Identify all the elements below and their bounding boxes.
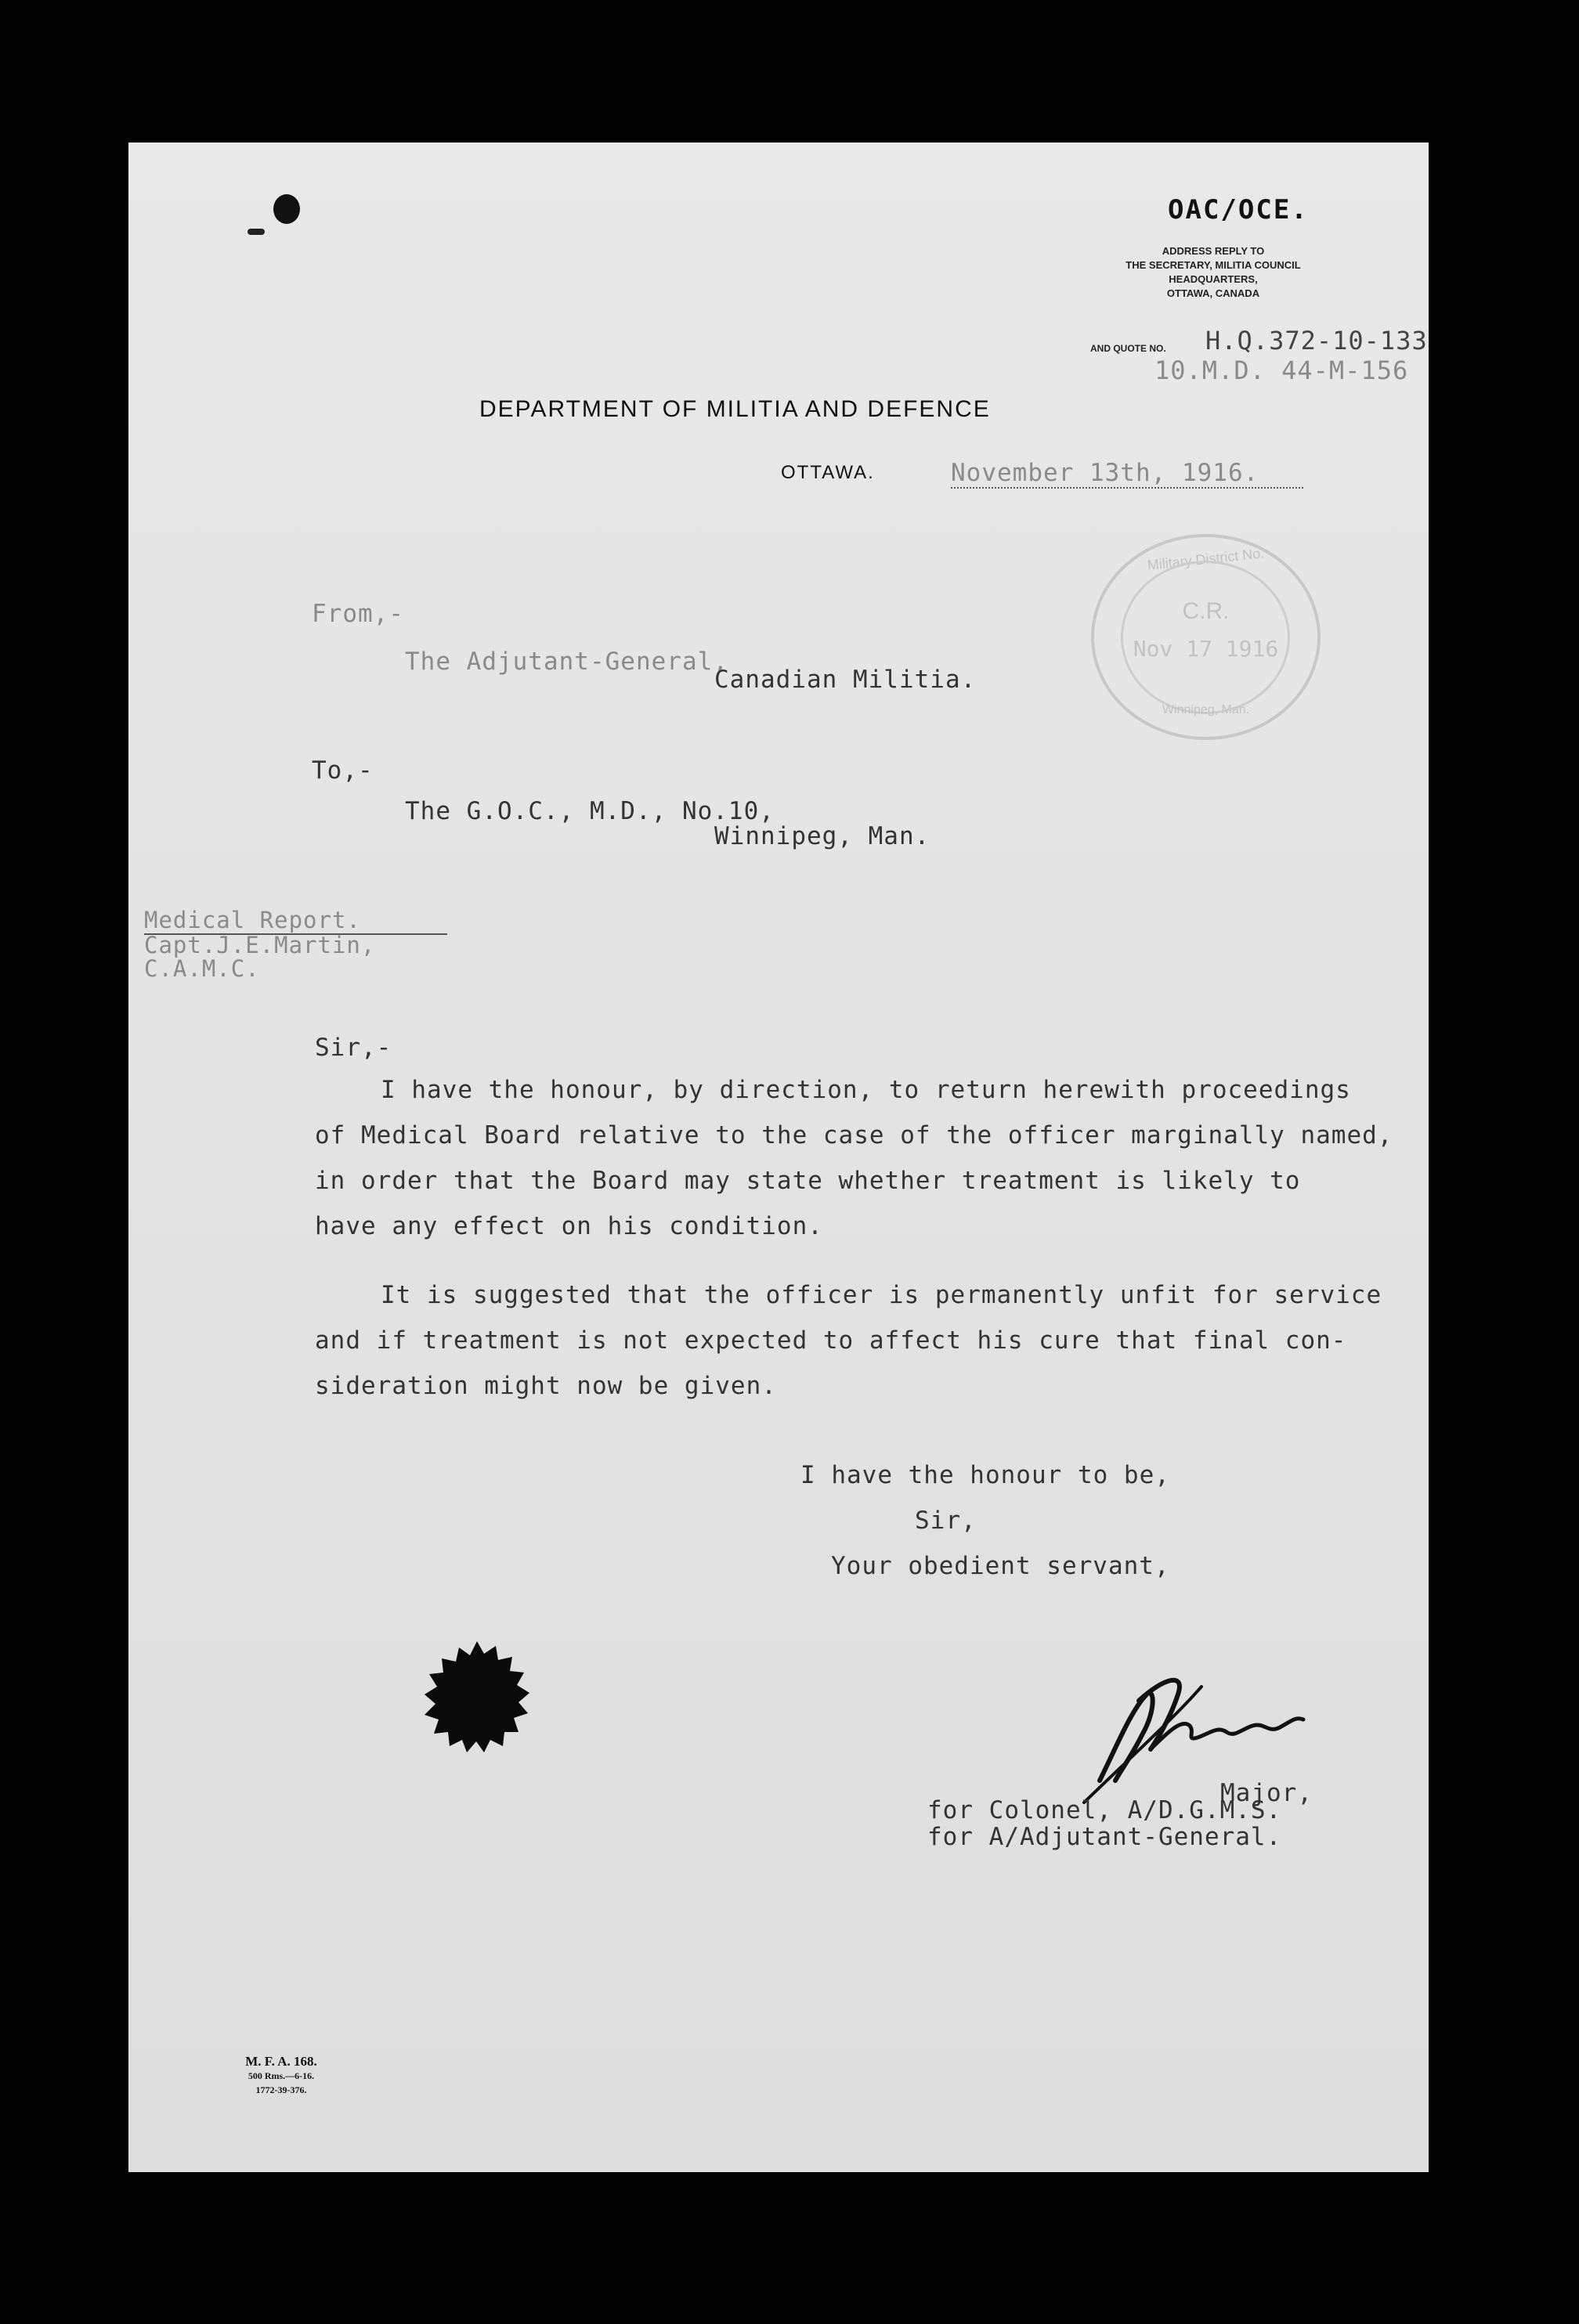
body-line: have any effect on his condition. [315, 1212, 823, 1240]
received-stamp: Military District No. C.R. Nov 17 1916 Winnipeg, Man. [1091, 534, 1321, 740]
from-label: From,- [312, 600, 404, 628]
form-code: M. F. A. 168. 500 Rms.—6-16. 1772-39-376. [245, 2054, 317, 2095]
margin-unit: C.A.M.C. [144, 955, 260, 982]
body-line: in order that the Board may state whether treatment is likely to [315, 1167, 1301, 1195]
place-label: OTTAWA. [781, 462, 875, 483]
body-line: It is suggested that the officer is permanently unfit for service [381, 1281, 1382, 1309]
department-heading: DEPARTMENT OF MILITIA AND DEFENCE [479, 396, 991, 422]
body-line: and if treatment is not expected to affect his cure that final con- [315, 1326, 1347, 1355]
quote-label: AND QUOTE NO. [1090, 343, 1166, 354]
reference-code: OAC/OCE. [1168, 194, 1309, 226]
margin-officer-name: Capt.J.E.Martin, [144, 932, 376, 958]
body-line: I have the honour, by direction, to return herewith proceedings [381, 1076, 1351, 1104]
closing-line: I have the honour to be, [800, 1461, 1170, 1489]
letter-page [128, 143, 1429, 2172]
signatory-rank: Major, [1220, 1779, 1313, 1807]
file-number-md: 10.M.D. 44-M-156 [1154, 355, 1409, 385]
closing-servant: Your obedient servant, [831, 1552, 1170, 1580]
file-number-hq: H.Q.372-10-133 [1205, 326, 1428, 355]
salutation: Sir,- [315, 1034, 392, 1062]
embossed-seal [418, 1640, 536, 1757]
body-line: sideration might now be given. [315, 1372, 777, 1400]
margin-subject: Medical Report. [144, 907, 447, 935]
from-sender: The Adjutant-General, [405, 648, 728, 676]
punch-mark [248, 229, 265, 235]
to-recipient: The G.O.C., M.D., No.10, [405, 797, 775, 825]
signature-line-colonel: for Colonel, A/D.G.M.S. [927, 1796, 1282, 1824]
from-organization: Canadian Militia. [714, 666, 977, 694]
closing-sir: Sir, [915, 1507, 977, 1535]
letter-date: November 13th, 1916. [951, 459, 1303, 489]
signature-line-adjutant: for A/Adjutant-General. [927, 1823, 1282, 1851]
to-location: Winnipeg, Man. [714, 822, 930, 850]
reply-address: ADDRESS REPLY TO THE SECRETARY, MILITIA COUNCIL HEADQUARTERS, OTTAWA, CANADA [1126, 245, 1301, 299]
punch-hole [273, 194, 300, 224]
to-label: To,- [312, 756, 374, 785]
body-line: of Medical Board relative to the case of the officer marginally named, [315, 1121, 1393, 1149]
